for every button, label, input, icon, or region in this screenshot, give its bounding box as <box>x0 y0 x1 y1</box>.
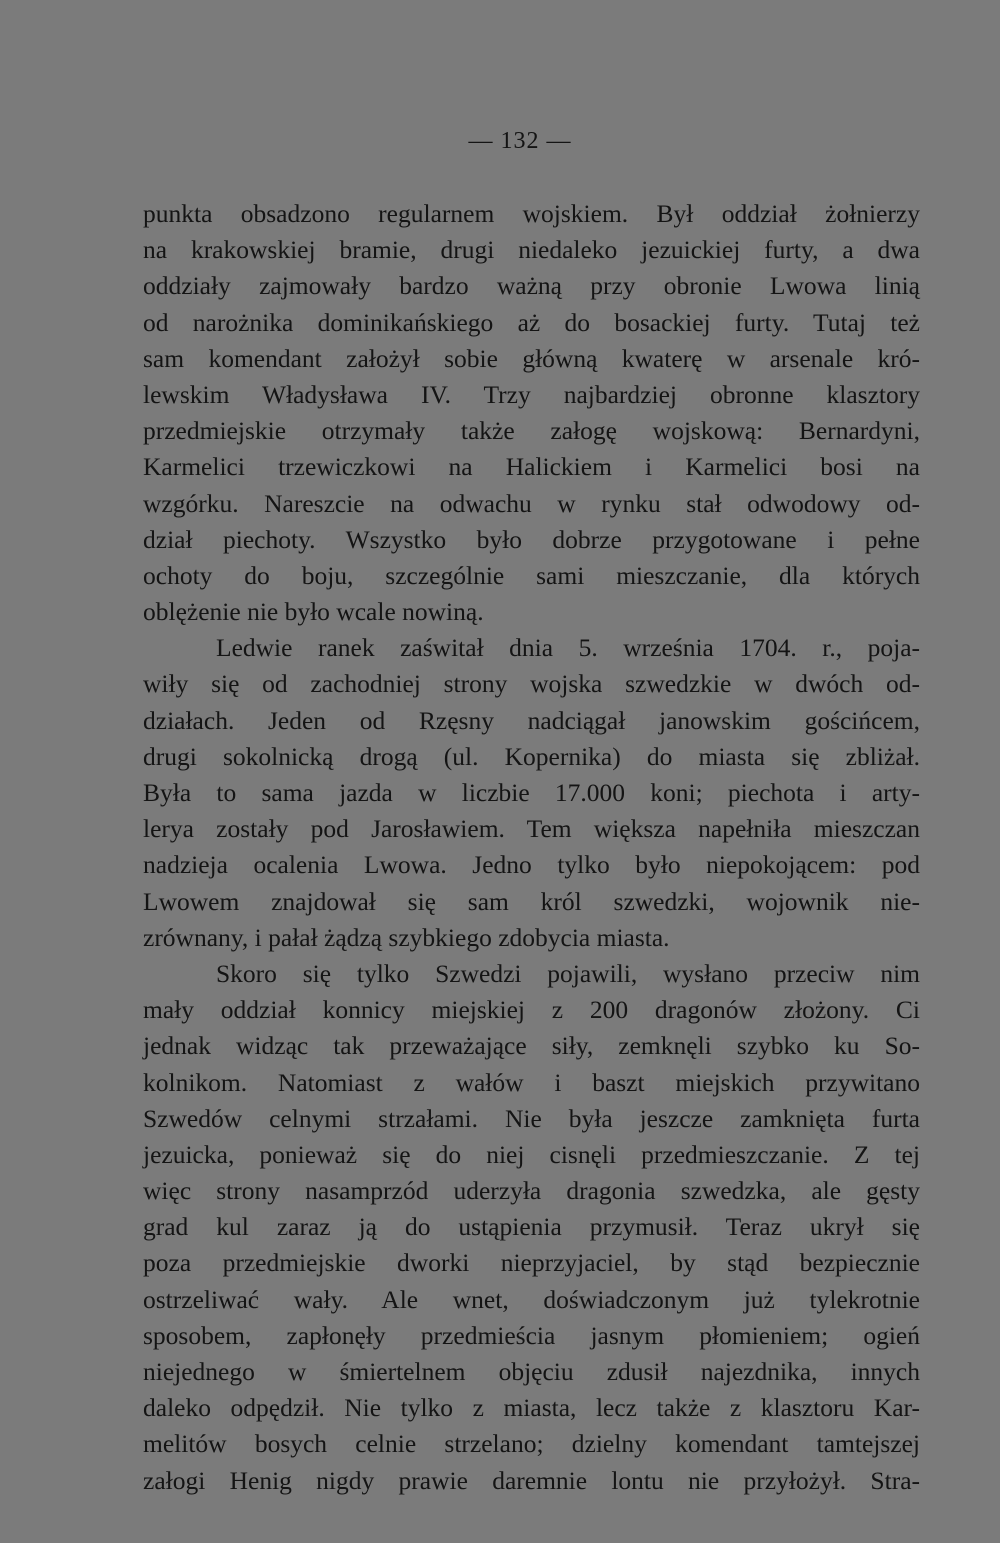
text-line: dział piechoty. Wszystko było dobrze przygotowane i pełne <box>143 524 920 554</box>
text-line: mały oddział konnicy miejskiej z 200 dragonów złożony. Ci <box>143 995 920 1025</box>
text-line: sposobem, zapłonęły przedmieścia jasnym płomieniem; ogień <box>143 1320 920 1350</box>
text-line: ochoty do boju, szczególnie sami mieszczanie, dla których <box>143 560 920 590</box>
text-line: punkta obsadzono regularnem wojskiem. Był oddział żołnierzy <box>143 199 920 228</box>
text-line: Była to sama jazda w liczbie 17.000 koni; piechota i arty- <box>143 778 920 807</box>
text-line: oddziały zajmowały bardzo ważną przy obronie Lwowa linią <box>143 271 920 301</box>
text-line: niejednego w śmiertelnem objęciu zdusił najezdnika, innych <box>143 1357 920 1386</box>
text-line: Szwedów celnymi strzałami. Nie była jeszcze zamknięta furta <box>143 1103 920 1133</box>
text-line: nadzieja ocalenia Lwowa. Jedno tylko było niepokojącem: pod <box>143 850 920 880</box>
text-line: załogi Henig nigdy prawie daremnie lontu nie przyłożył. Stra- <box>143 1465 920 1495</box>
text-line: na krakowskiej bramie, drugi niedaleko jezuickiej furty, a dwa <box>143 235 920 265</box>
text-line: sam komendant założył sobie główną kwaterę w arsenale kró- <box>143 343 920 373</box>
text-line: oblężenie nie było wcale nowiną. <box>143 597 484 627</box>
text-line: melitów bosych celnie strzelano; dzielny komendant tamtejszej <box>143 1429 920 1459</box>
text-line: ostrzeliwać wały. Ale wnet, doświadczonym już tylekrotnie <box>143 1284 920 1314</box>
text-line: jezuicka, ponieważ się do niej cisnęli przedmieszczanie. Z tej <box>143 1139 920 1169</box>
text-line: przedmiejskie otrzymały także załogę wojskową: Bernardyni, <box>143 416 920 446</box>
text-line: grad kul zaraz ją do ustąpienia przymusił. Teraz ukrył się <box>143 1212 920 1242</box>
text-line: lewskim Władysława IV. Trzy najbardziej obronne klasztory <box>143 379 920 409</box>
page-number: — 132 — <box>468 128 572 154</box>
text-line: Karmelici trzewiczkowi na Halickiem i Karmelici bosi na <box>143 452 920 482</box>
text-line: lerya zostały pod Jarosławiem. Tem większa napełniła mieszczan <box>143 814 920 844</box>
text-line: jednak widząc tak przeważające siły, zemknęli szybko ku So- <box>143 1031 920 1061</box>
text-line: działach. Jeden od Rzęsny nadciągał janowskim gościńcem, <box>143 705 920 735</box>
text-line: Lwowem znajdował się sam król szwedzki, wojownik nie- <box>143 886 920 916</box>
text-line: Skoro się tylko Szwedzi pojawili, wysłano przeciw nim <box>216 958 920 988</box>
text-line: zrównany, i pałał żądzą szybkiego zdobycia miasta. <box>143 922 670 952</box>
text-line: wzgórku. Nareszcie na odwachu w rynku stał odwodowy od- <box>143 488 920 518</box>
text-line: od narożnika dominikańskiego aż do bosackiej furty. Tutaj też <box>143 307 920 337</box>
text-line: Ledwie ranek zaświtał dnia 5. września 1704. r., poja- <box>216 633 920 663</box>
body-text <box>143 196 920 1499</box>
text-line: więc strony nasamprzód uderzyła dragonia szwedzka, ale gęsty <box>143 1176 920 1206</box>
text-line: drugi sokolnicką drogą (ul. Kopernika) do miasta się zbliżał. <box>143 741 920 771</box>
text-line: daleko odpędził. Nie tylko z miasta, lecz także z klasztoru Kar- <box>143 1393 920 1423</box>
text-line: poza przedmiejskie dworki nieprzyjaciel, by stąd bezpiecznie <box>143 1248 920 1278</box>
text-line: kolnikom. Natomiast z wałów i baszt miejskich przywitano <box>143 1067 920 1097</box>
text-line: wiły się od zachodniej strony wojska szwedzkie w dwóch od- <box>143 669 920 699</box>
